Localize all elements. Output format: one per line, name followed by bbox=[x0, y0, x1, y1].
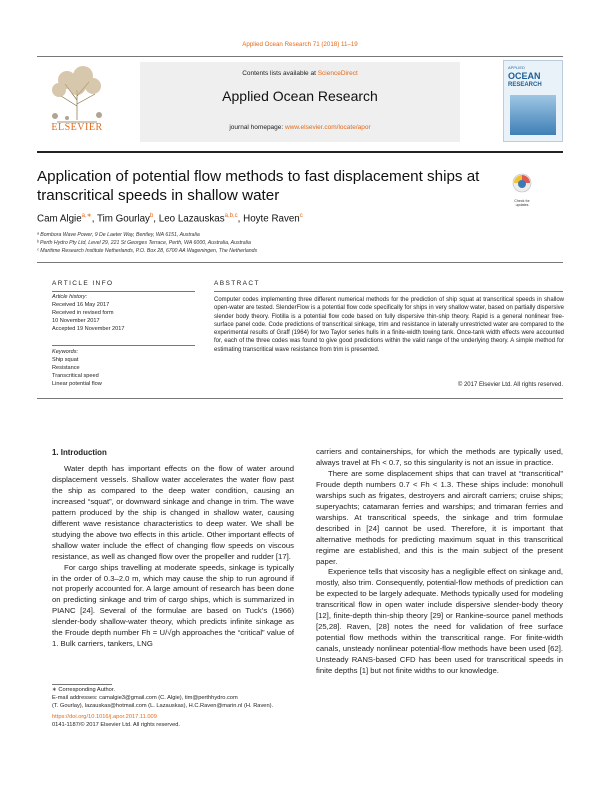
homepage-link[interactable]: www.elsevier.com/locate/apor bbox=[285, 124, 371, 131]
homepage-prefix: journal homepage: bbox=[229, 124, 286, 131]
abstract-text: Computer codes implementing three different numerical methods for the prediction of ship squat at transcritical speeds in shallow open-water are tested. SlenderFlow is a potential flow code specifically for ships in very shallow water, based on partially dispersive slender body theory. Flotilla is a potential flow code based on fully dispersive thin-ship theory. Rapid is a general nonlinear free-surface panel code. Code predictions of transcritical sinkage, trim and resistance in laterally unrestricted water are compared to the experimental results of Graff (1964) for two Taylor series hulls in a finite-width towing tank. Once-tank width effects were accounted for, each of the three codes was found to give good predictions within the valid range of the underlying theory. A simple method for estimating transcritical wave resistance from trim is presented. bbox=[214, 297, 564, 353]
cover-text-bottom: RESEARCH bbox=[508, 82, 542, 88]
left-column bbox=[52, 464, 294, 650]
footnote-rule bbox=[52, 684, 112, 685]
author-affiliation-marker[interactable]: a,∗ bbox=[81, 213, 92, 219]
keywords-label: Keywords: bbox=[52, 349, 79, 355]
header-bottom-rule bbox=[37, 151, 563, 153]
section-heading-introduction: 1. Introduction bbox=[52, 448, 107, 457]
contents-prefix: Contents lists available at bbox=[242, 70, 318, 77]
contents-line bbox=[140, 70, 460, 77]
affiliation-a: ᵃ Bombora Wave Power, 9 De Laeter Way, Bentley, WA 6151, Australia bbox=[37, 232, 200, 238]
body-paragraph: Water depth has important effects on the flow of water around displacement vessels. Shallow water accelerates the water flow past the ship as compared to the deep water condition, causing an increased “squat”, or downward sinkage and change in trim. The wave pattern produced by the ship is changed in shallow water, causing different wave resistance characteristics to deep water. We shall be studying the above two effects in this article. Other important effects of shallow water include the effect of changing flow speeds on viscous resistance, as well as changed flow over the propeller and rudder [17]. bbox=[52, 464, 294, 561]
abstract-heading: ABSTRACT bbox=[214, 280, 260, 287]
author-name: Hoyte Raven bbox=[243, 213, 300, 225]
affiliation-rule bbox=[37, 262, 563, 263]
homepage-line bbox=[140, 124, 460, 131]
footnote-email-continued[interactable]: (T. Gourlay), lazauskas@hotmail.com (L. Lazauskas), H.C.Raven@marin.nl (H. Raven). bbox=[52, 703, 274, 709]
keyword-item: Resistance bbox=[52, 365, 80, 371]
author-affiliation-marker[interactable]: b bbox=[149, 213, 154, 219]
body-paragraph: carriers and containerships, for which the methods are typically used, always travel at Fh < 0.7, so this singularity is not an issue in practice. bbox=[316, 447, 563, 467]
author-list: Cam Algie$^{a,∗}$, Tim Gourlay$^b$, Leo Lazauskas$^{a,b,c}$, Hoyte Raven$^c$ bbox=[37, 213, 303, 225]
keyword-item: Ship squat bbox=[52, 357, 79, 363]
author-name: Tim Gourlay bbox=[96, 213, 150, 225]
affiliation-b: ᵇ Perth Hydro Pty Ltd, Level 29, 221 St Georges Terrace, Perth, WA 6000, Australia, Australia bbox=[37, 240, 251, 246]
crossmark-icon bbox=[510, 172, 534, 194]
author-affiliation-marker[interactable]: c bbox=[299, 213, 303, 219]
affiliation-c: ᶜ Maritime Research Institute Netherlands, P.O. Box 28, 6700 AA Wageningen, The Netherlands bbox=[37, 248, 258, 254]
footnote-corresponding: ∗ Corresponding Author. bbox=[52, 687, 115, 693]
history-label: Article history: bbox=[52, 294, 88, 300]
history-received: Received 16 May 2017 bbox=[52, 302, 110, 308]
author-affiliation-marker[interactable]: a,b,c bbox=[224, 213, 238, 219]
abstract-rule bbox=[214, 291, 563, 292]
article-info-heading: ARTICLE INFO bbox=[52, 280, 114, 287]
journal-title: Applied Ocean Research bbox=[222, 88, 378, 104]
header-top-rule bbox=[37, 56, 563, 57]
cover-text-mid: OCEAN bbox=[508, 71, 541, 81]
right-column bbox=[316, 447, 563, 677]
keyword-item: Transcritical speed bbox=[52, 373, 99, 379]
check-for-updates-badge[interactable] bbox=[510, 172, 534, 207]
crossmark-label: Check for updates bbox=[514, 199, 530, 207]
author-name: Leo Lazauskas bbox=[158, 213, 225, 225]
history-revised: Received in revised form bbox=[52, 310, 114, 316]
cover-text-top: APPLIED bbox=[508, 65, 525, 70]
elsevier-wordmark: ELSEVIER bbox=[51, 122, 103, 133]
abstract-copyright: © 2017 Elsevier Ltd. All rights reserved. bbox=[457, 382, 563, 388]
journal-citation[interactable]: Applied Ocean Research 71 (2018) 11–19 bbox=[242, 41, 358, 48]
doi-link[interactable]: https://doi.org/10.1016/j.apor.2017.11.009 bbox=[52, 714, 157, 720]
author-name: Cam Algie bbox=[37, 213, 82, 225]
body-paragraph: There are some displacement ships that can travel at “transcritical” Froude depth numbers 0.7 < Fh < 1.3. These ships include: monohull warships such as frigates, destroyers and aircraft carriers; cruise ships; superyachts; catamaran ferries and warships; and trimaran ferries and warships. At transcritical speeds, the sinkage and trim formulae described in [24] cannot be used. Therefore, it is important that alternative methods for predicting maximum squat in this transcritical regime are established, and this is the main subject of the present paper. bbox=[316, 468, 563, 566]
history-revised-date: 10 November 2017 bbox=[52, 318, 100, 324]
history-accepted: Accepted 19 November 2017 bbox=[52, 326, 125, 332]
abstract-bottom-rule bbox=[37, 398, 563, 399]
article-title: Application of potential flow methods to fast displacement ships at transcritical speeds in shallow water bbox=[37, 168, 480, 204]
issn-copyright: 0141-1187/© 2017 Elsevier Ltd. All rights reserved. bbox=[52, 722, 181, 728]
cover-image bbox=[510, 95, 556, 135]
footnote-email[interactable]: E-mail addresses: camalgie3@gmail.com (C. Algie), tim@perthhydro.com bbox=[52, 695, 238, 701]
journal-cover-thumbnail bbox=[503, 60, 563, 142]
sciencedirect-link[interactable]: ScienceDirect bbox=[317, 70, 358, 77]
keywords-rule bbox=[52, 345, 195, 346]
body-paragraph: Experience tells that viscosity has a negligible effect on sinkage and, mostly, also trim. Consequently, potential-flow methods of prediction can be expected to be largely adequate. Methods typically used for modeling transcritical flow in open water include dispersive slender-body theory [12], finite-depth thin-ship theory [29] or Rankine-source panel methods [25,28]. Raven, [28] notes the need for validation of free surface potential flow methods within the transcritical range. For finite-width canals, unsteady nonlinear potential-flow methods have been used [62]. Unsteady RANS-based CFD has been used for transcritical speeds in finite depths [1] but not finite widths to our knowledge. bbox=[316, 567, 563, 676]
article-info-rule bbox=[52, 291, 195, 292]
body-paragraph: For cargo ships travelling at moderate speeds, sinkage is typically in the order of 0.3–2.0 m, which may cause the ship to run aground if not properly accounted for. A large amount of research has been done on predicting sinkage and trim of cargo ships, which is summarized in PIANC [24]. Several of the formulae are based on Tuck’s (1966) slender-body shallow-water theory, which predicts infinite sinkage as the Froude depth number Fh = U/√gh approaches the “critical” value of 1. Bulk carriers, tankers, LNG bbox=[52, 562, 294, 649]
keyword-item: Linear potential flow bbox=[52, 381, 102, 387]
